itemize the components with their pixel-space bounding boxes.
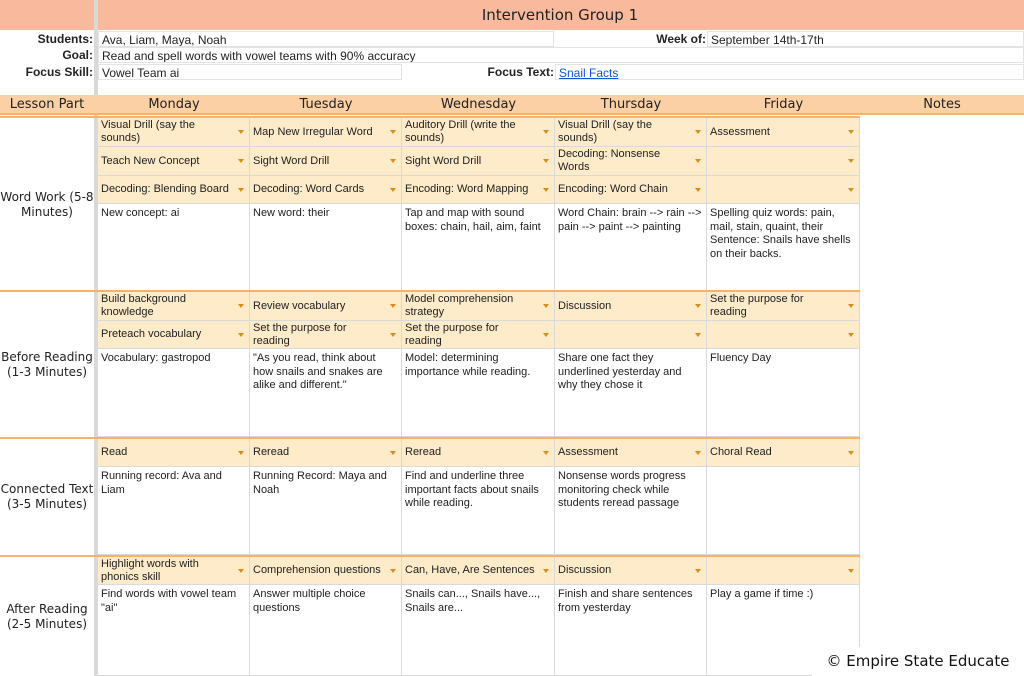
- activity-dropdown-value: Choral Read: [710, 446, 772, 458]
- goal-field[interactable]: Read and spell words with vowel teams with 90% accuracy: [98, 47, 1024, 63]
- activity-dropdown-tuesday[interactable]: [250, 292, 402, 321]
- header-notes: Notes: [923, 97, 961, 112]
- dropdown-caret-icon[interactable]: [390, 159, 396, 163]
- activity-dropdown-friday[interactable]: [707, 176, 860, 204]
- activity-notes-text: Running Record: Maya and Noah: [253, 470, 387, 496]
- activity-notes-wednesday[interactable]: [402, 585, 555, 676]
- week-label: Week of:: [656, 32, 706, 46]
- activity-notes-text: Vocabulary: gastropod: [101, 352, 211, 364]
- dropdown-caret-icon[interactable]: [238, 130, 244, 134]
- dropdown-caret-icon[interactable]: [543, 451, 549, 455]
- activity-dropdown-value: Assessment: [710, 125, 770, 138]
- activity-notes-tuesday[interactable]: [250, 204, 402, 291]
- dropdown-caret-icon[interactable]: [390, 451, 396, 455]
- dropdown-caret-icon[interactable]: [543, 569, 549, 573]
- section-label: [0, 118, 94, 291]
- activity-dropdown-thursday[interactable]: [555, 118, 707, 147]
- copyright-text: © Empire State Educate: [812, 647, 1024, 676]
- activity-dropdown-friday[interactable]: [707, 321, 860, 349]
- activity-dropdown-value: Auditory Drill (write the sounds): [405, 119, 516, 144]
- activity-dropdown-value: Set the purpose for reading: [710, 293, 804, 318]
- activity-dropdown-friday[interactable]: [707, 118, 860, 147]
- activity-notes-wednesday[interactable]: [402, 467, 555, 555]
- activity-dropdown-value: Sight Word Drill: [405, 154, 482, 167]
- activity-dropdown-value: Teach New Concept: [101, 154, 200, 167]
- activity-dropdown-wednesday[interactable]: [402, 147, 555, 176]
- activity-dropdown-wednesday[interactable]: [402, 557, 555, 585]
- dropdown-caret-icon[interactable]: [238, 304, 244, 308]
- activity-dropdown-value: Visual Drill (say the sounds): [101, 119, 195, 144]
- activity-notes-text: "As you read, think about how snails and snakes are alike and different.": [253, 352, 383, 391]
- header-wednesday: Wednesday: [440, 97, 517, 112]
- dropdown-caret-icon[interactable]: [543, 130, 549, 134]
- dropdown-caret-icon[interactable]: [695, 569, 701, 573]
- activity-dropdown-value: Decoding: Word Cards: [253, 183, 365, 195]
- activity-notes-text: Share one fact they underlined yesterday and why they chose it: [558, 352, 682, 391]
- activity-notes-text: Running record: Ava and Liam: [101, 470, 222, 496]
- dropdown-caret-icon[interactable]: [695, 130, 701, 134]
- activity-notes-text: Play a game if time :): [710, 588, 814, 600]
- activity-notes-text: Word Chain: brain --> rain --> pain --> paint --> painting: [558, 207, 702, 233]
- dropdown-caret-icon[interactable]: [238, 333, 244, 337]
- activity-notes-text: Nonsense words progress monitoring check while students reread passage: [558, 470, 686, 509]
- activity-dropdown-monday[interactable]: [98, 557, 250, 585]
- activity-dropdown-value: [710, 176, 843, 203]
- activity-dropdown-value: Build background knowledge: [101, 293, 187, 318]
- activity-dropdown-wednesday[interactable]: [402, 176, 555, 204]
- activity-dropdown-monday[interactable]: [98, 439, 250, 467]
- activity-dropdown-value: Decoding: Blending Board: [101, 183, 229, 195]
- students-field[interactable]: Ava, Liam, Maya, Noah: [98, 31, 554, 47]
- activity-dropdown-value: Reread: [405, 446, 442, 458]
- dropdown-caret-icon[interactable]: [390, 569, 396, 573]
- focus-text-field[interactable]: [555, 64, 1024, 80]
- dropdown-caret-icon[interactable]: [695, 304, 701, 308]
- activity-notes-thursday[interactable]: [555, 585, 707, 676]
- section-label: [0, 439, 94, 555]
- section-label: [0, 292, 94, 437]
- activity-dropdown-wednesday[interactable]: [402, 439, 555, 467]
- header-lesson-part: Lesson Part: [9, 97, 85, 112]
- dropdown-caret-icon[interactable]: [848, 304, 854, 308]
- activity-notes-tuesday[interactable]: [250, 585, 402, 676]
- activity-dropdown-value: Encoding: Word Chain: [558, 183, 668, 195]
- activity-dropdown-value: Can, Have, Are Sentences: [405, 564, 535, 576]
- activity-dropdown-thursday[interactable]: [555, 292, 707, 321]
- week-field[interactable]: September 14th-17th: [707, 31, 1024, 47]
- activity-notes-text: Snails can..., Snails have..., Snails are...: [405, 588, 541, 614]
- dropdown-caret-icon[interactable]: [848, 333, 854, 337]
- activity-dropdown-monday[interactable]: [98, 321, 250, 349]
- activity-notes-friday[interactable]: [707, 467, 860, 555]
- activity-notes-friday[interactable]: [707, 204, 860, 291]
- dropdown-caret-icon[interactable]: [238, 451, 244, 455]
- dropdown-caret-icon[interactable]: [848, 569, 854, 573]
- activity-dropdown-value: [710, 321, 843, 348]
- activity-dropdown-tuesday[interactable]: [250, 147, 402, 176]
- activity-notes-monday[interactable]: [98, 204, 250, 291]
- activity-dropdown-wednesday[interactable]: [402, 118, 555, 147]
- activity-dropdown-value: Set the purpose for reading: [405, 321, 499, 347]
- activity-notes-friday[interactable]: [707, 349, 860, 437]
- activity-dropdown-thursday[interactable]: [555, 321, 707, 349]
- dropdown-caret-icon[interactable]: [543, 304, 549, 308]
- dropdown-caret-icon[interactable]: [543, 159, 549, 163]
- dropdown-caret-icon[interactable]: [848, 188, 854, 192]
- activity-dropdown-friday[interactable]: [707, 557, 860, 585]
- focus-skill-field[interactable]: Vowel Team ai: [98, 64, 402, 80]
- activity-dropdown-value: Decoding: Nonsense Words: [558, 148, 661, 173]
- activity-dropdown-value: Discussion: [558, 299, 612, 312]
- activity-dropdown-monday[interactable]: [98, 147, 250, 176]
- header-thursday: Thursday: [600, 97, 662, 112]
- activity-notes-thursday[interactable]: [555, 204, 707, 291]
- activity-notes-text: Find words with vowel team "ai": [101, 588, 237, 614]
- activity-notes-text: New word: their: [253, 207, 330, 219]
- activity-dropdown-monday[interactable]: [98, 118, 250, 147]
- dropdown-caret-icon[interactable]: [848, 159, 854, 163]
- activity-dropdown-thursday[interactable]: [555, 176, 707, 204]
- activity-dropdown-value: Highlight words with phonics skill: [101, 557, 199, 583]
- dropdown-caret-icon[interactable]: [695, 188, 701, 192]
- dropdown-caret-icon[interactable]: [848, 451, 854, 455]
- activity-dropdown-value: Visual Drill (say the sounds): [558, 119, 652, 144]
- activity-dropdown-tuesday[interactable]: [250, 321, 402, 349]
- dropdown-caret-icon[interactable]: [390, 333, 396, 337]
- activity-dropdown-tuesday[interactable]: [250, 118, 402, 147]
- dropdown-caret-icon[interactable]: [543, 333, 549, 337]
- focus-skill-label: Focus Skill:: [25, 65, 93, 79]
- activity-dropdown-monday[interactable]: [98, 292, 250, 321]
- activity-notes-text: Spelling quiz words: pain, mail, stain, quaint, their Sentence: Snails have shells on their backs.: [710, 207, 851, 260]
- activity-dropdown-value: Set the purpose for reading: [253, 321, 347, 347]
- activity-notes-text: Fluency Day: [710, 352, 772, 364]
- activity-dropdown-wednesday[interactable]: [402, 321, 555, 349]
- dropdown-caret-icon[interactable]: [390, 188, 396, 192]
- section-label-text: Before Reading (1-3 Minutes): [1, 349, 93, 379]
- activity-dropdown-value: Preteach vocabulary: [101, 328, 202, 340]
- activity-dropdown-tuesday[interactable]: [250, 176, 402, 204]
- activity-dropdown-tuesday[interactable]: [250, 557, 402, 585]
- students-label: Students:: [37, 32, 93, 46]
- activity-dropdown-value: Comprehension questions: [253, 564, 381, 576]
- activity-notes-text: Tap and map with sound boxes: chain, hail, aim, faint: [405, 207, 541, 233]
- header-tuesday: Tuesday: [299, 97, 353, 112]
- dropdown-caret-icon[interactable]: [695, 333, 701, 337]
- activity-dropdown-friday[interactable]: [707, 439, 860, 467]
- activity-dropdown-value: [558, 321, 690, 348]
- activity-notes-text: Finish and share sentences from yesterday: [558, 588, 693, 614]
- header-monday: Monday: [148, 97, 200, 112]
- dropdown-caret-icon[interactable]: [238, 569, 244, 573]
- page-title: Intervention Group 1: [481, 6, 639, 24]
- dropdown-caret-icon[interactable]: [695, 451, 701, 455]
- activity-notes-thursday[interactable]: [555, 349, 707, 437]
- activity-notes-monday[interactable]: [98, 467, 250, 555]
- activity-dropdown-thursday[interactable]: [555, 557, 707, 585]
- activity-dropdown-thursday[interactable]: [555, 439, 707, 467]
- activity-notes-monday[interactable]: [98, 585, 250, 676]
- focus-text-label: Focus Text:: [487, 65, 554, 79]
- activity-dropdown-wednesday[interactable]: [402, 292, 555, 321]
- activity-dropdown-value: Review vocabulary: [253, 299, 346, 312]
- activity-dropdown-friday[interactable]: [707, 147, 860, 176]
- dropdown-caret-icon[interactable]: [695, 159, 701, 163]
- activity-notes-wednesday[interactable]: [402, 349, 555, 437]
- activity-dropdown-value: Assessment: [558, 446, 618, 458]
- activity-notes-monday[interactable]: [98, 349, 250, 437]
- activity-notes-text: New concept: ai: [101, 207, 180, 219]
- dropdown-caret-icon[interactable]: [390, 130, 396, 134]
- dropdown-caret-icon[interactable]: [238, 188, 244, 192]
- section-label-text: Word Work (5-8 Minutes): [0, 189, 94, 219]
- activity-dropdown-value: Reread: [253, 446, 290, 458]
- activity-notes-tuesday[interactable]: [250, 349, 402, 437]
- dropdown-caret-icon[interactable]: [390, 304, 396, 308]
- activity-dropdown-value: Model comprehension strategy: [405, 293, 514, 318]
- activity-dropdown-value: Sight Word Drill: [253, 154, 330, 167]
- activity-notes-tuesday[interactable]: [250, 467, 402, 555]
- activity-notes-text: Find and underline three important facts about snails while reading.: [405, 470, 539, 509]
- activity-dropdown-thursday[interactable]: [555, 147, 707, 176]
- activity-dropdown-value: Read: [101, 446, 128, 458]
- activity-notes-wednesday[interactable]: [402, 204, 555, 291]
- header-friday: Friday: [763, 97, 804, 112]
- activity-dropdown-tuesday[interactable]: [250, 439, 402, 467]
- activity-dropdown-monday[interactable]: [98, 176, 250, 204]
- activity-notes-thursday[interactable]: [555, 467, 707, 555]
- activity-dropdown-friday[interactable]: [707, 292, 860, 321]
- activity-dropdown-value: Encoding: Word Mapping: [405, 183, 529, 195]
- dropdown-caret-icon[interactable]: [848, 130, 854, 134]
- section-label-text: Connected Text (3-5 Minutes): [0, 482, 94, 511]
- dropdown-caret-icon[interactable]: [543, 188, 549, 192]
- section-label-text: After Reading (2-5 Minutes): [6, 601, 88, 631]
- dropdown-caret-icon[interactable]: [238, 159, 244, 163]
- activity-notes-text: Model: determining importance while reading.: [405, 352, 531, 378]
- activity-notes-text: Answer multiple choice questions: [253, 588, 366, 614]
- focus-text-link[interactable]: Snail Facts: [559, 66, 619, 80]
- activity-dropdown-value: [710, 557, 843, 584]
- section-label: [0, 557, 94, 676]
- activity-dropdown-value: Discussion: [558, 564, 612, 576]
- activity-dropdown-value: [710, 147, 843, 175]
- activity-dropdown-value: Map New Irregular Word: [253, 125, 373, 138]
- goal-label: Goal:: [62, 48, 93, 62]
